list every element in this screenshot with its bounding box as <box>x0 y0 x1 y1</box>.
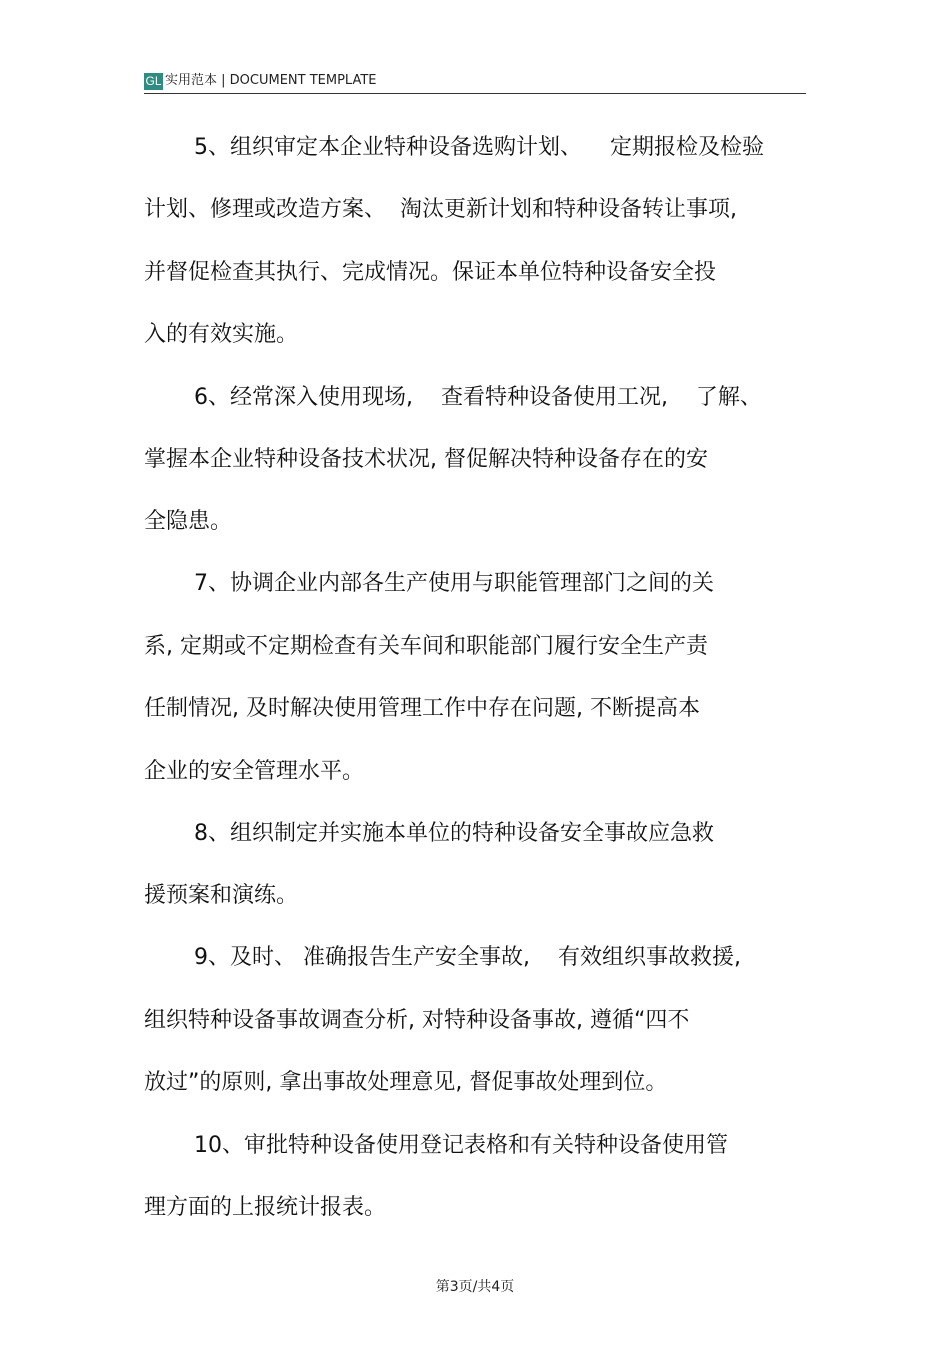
paragraph-9-line-3: 放过”的原则, 拿出事故处理意见, 督促事故处理到位。 <box>144 1070 668 1095</box>
header-divider <box>144 93 806 94</box>
paragraph-10-line-1: 10、审批特种设备使用登记表格和有关特种设备使用管 <box>194 1133 728 1158</box>
paragraph-5-line-4: 入的有效实施。 <box>144 322 299 347</box>
gl-logo: GL <box>145 74 162 88</box>
paragraph-5-line-3: 并督促检查其执行、完成情况。保证本单位特种设备安全投 <box>144 260 717 285</box>
paragraph-7-line-4: 企业的安全管理水平。 <box>144 759 365 784</box>
paragraph-7-line-3: 任制情况, 及时解决使用管理工作中存在问题, 不断提高本 <box>144 696 700 721</box>
paragraph-6-line-2: 掌握本企业特种设备技术状况, 督促解决特种设备存在的安 <box>144 447 708 472</box>
paragraph-8-line-1: 8、组织制定并实施本单位的特种设备安全事故应急救 <box>194 821 714 846</box>
page-header <box>144 70 806 94</box>
paragraph-7-line-1: 7、协调企业内部各生产使用与职能管理部门之间的关 <box>194 571 714 596</box>
page-number: 第3页/共4页 <box>435 1279 515 1295</box>
paragraph-5-line-1: 5、组织审定本企业特种设备选购计划、 定期报检及检验 <box>194 135 764 160</box>
header-title: 实用范本 | DOCUMENT TEMPLATE <box>165 73 377 88</box>
paragraph-8-line-2: 援预案和演练。 <box>144 883 299 908</box>
paragraph-6-line-1: 6、经常深入使用现场, 查看特种设备使用工况, 了解、 <box>194 385 762 410</box>
paragraph-6-line-3: 全隐患。 <box>144 509 233 534</box>
paragraph-7-line-2: 系, 定期或不定期检查有关车间和职能部门履行安全生产责 <box>144 634 708 659</box>
paragraph-9-line-1: 9、及时、 准确报告生产安全事故, 有效组织事故救援, <box>194 945 741 970</box>
paragraph-5-line-2: 计划、修理或改造方案、 淘汰更新计划和特种设备转让事项, <box>144 197 737 222</box>
paragraph-9-line-2: 组织特种设备事故调查分析, 对特种设备事故, 遵循“四不 <box>144 1008 690 1033</box>
paragraph-10-line-2: 理方面的上报统计报表。 <box>144 1195 387 1220</box>
